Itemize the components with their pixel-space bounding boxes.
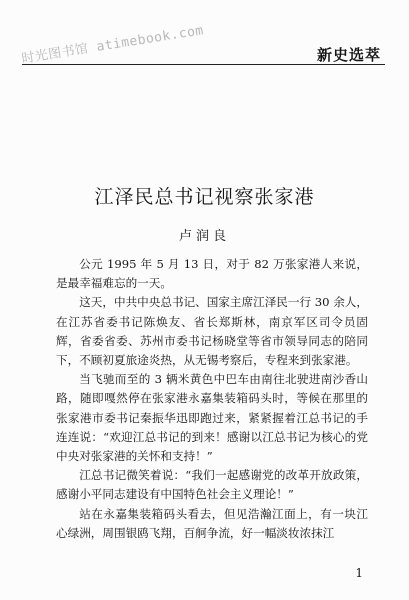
paragraph: 公元 1995 年 5 月 13 日，对于 82 万张家港人来说，是最幸福难忘的一天。 [56,257,368,291]
article-title: 江泽民总书记视察张家港 [94,186,315,208]
page-number: 1 [355,566,363,580]
paragraph: 这天，中共中央总书记、国家主席江泽民一行 30 余人，在江苏省委书记陈焕友、省长郑斯林，南京军区司令员固辉，省委省委、苏州市委书记杨晓堂等省市领导同志的陪同下，不顾初夏旅途炎热，从无锡考察后，专程来到张家港。 [56,295,368,368]
watermark-text: 时光图书馆 atimebook.com [20,23,205,67]
header-divider [22,64,385,65]
paragraph: 站在永嘉集装箱码头看去，但见浩瀚江面上，有一块江心绿洲，周围银鸥飞翔，百舸争流，好一幅淡妆浓抹江 [56,506,368,540]
paragraph: 当飞驰而至的 3 辆米黄色中巴车由南往北驶进南沙香山路，随即嘎然停在张家港永嘉集装箱码头时，等候在那里的张家港市委书记秦振华迅即跑过来，紧紧握着江总书记的手连连说：“欢迎江总书记的到来！感谢以江总书记为核心的党中央对张家港的关怀和支持！” [56,372,368,464]
article-author: 卢润良 [178,229,230,244]
section-title: 新史选萃 [316,46,381,64]
paragraph: 江总书记微笑着说：“我们一起感谢党的改革开放政策，感谢小平同志建设有中国特色社会主义理论！” [56,468,368,502]
article-body [56,255,368,543]
